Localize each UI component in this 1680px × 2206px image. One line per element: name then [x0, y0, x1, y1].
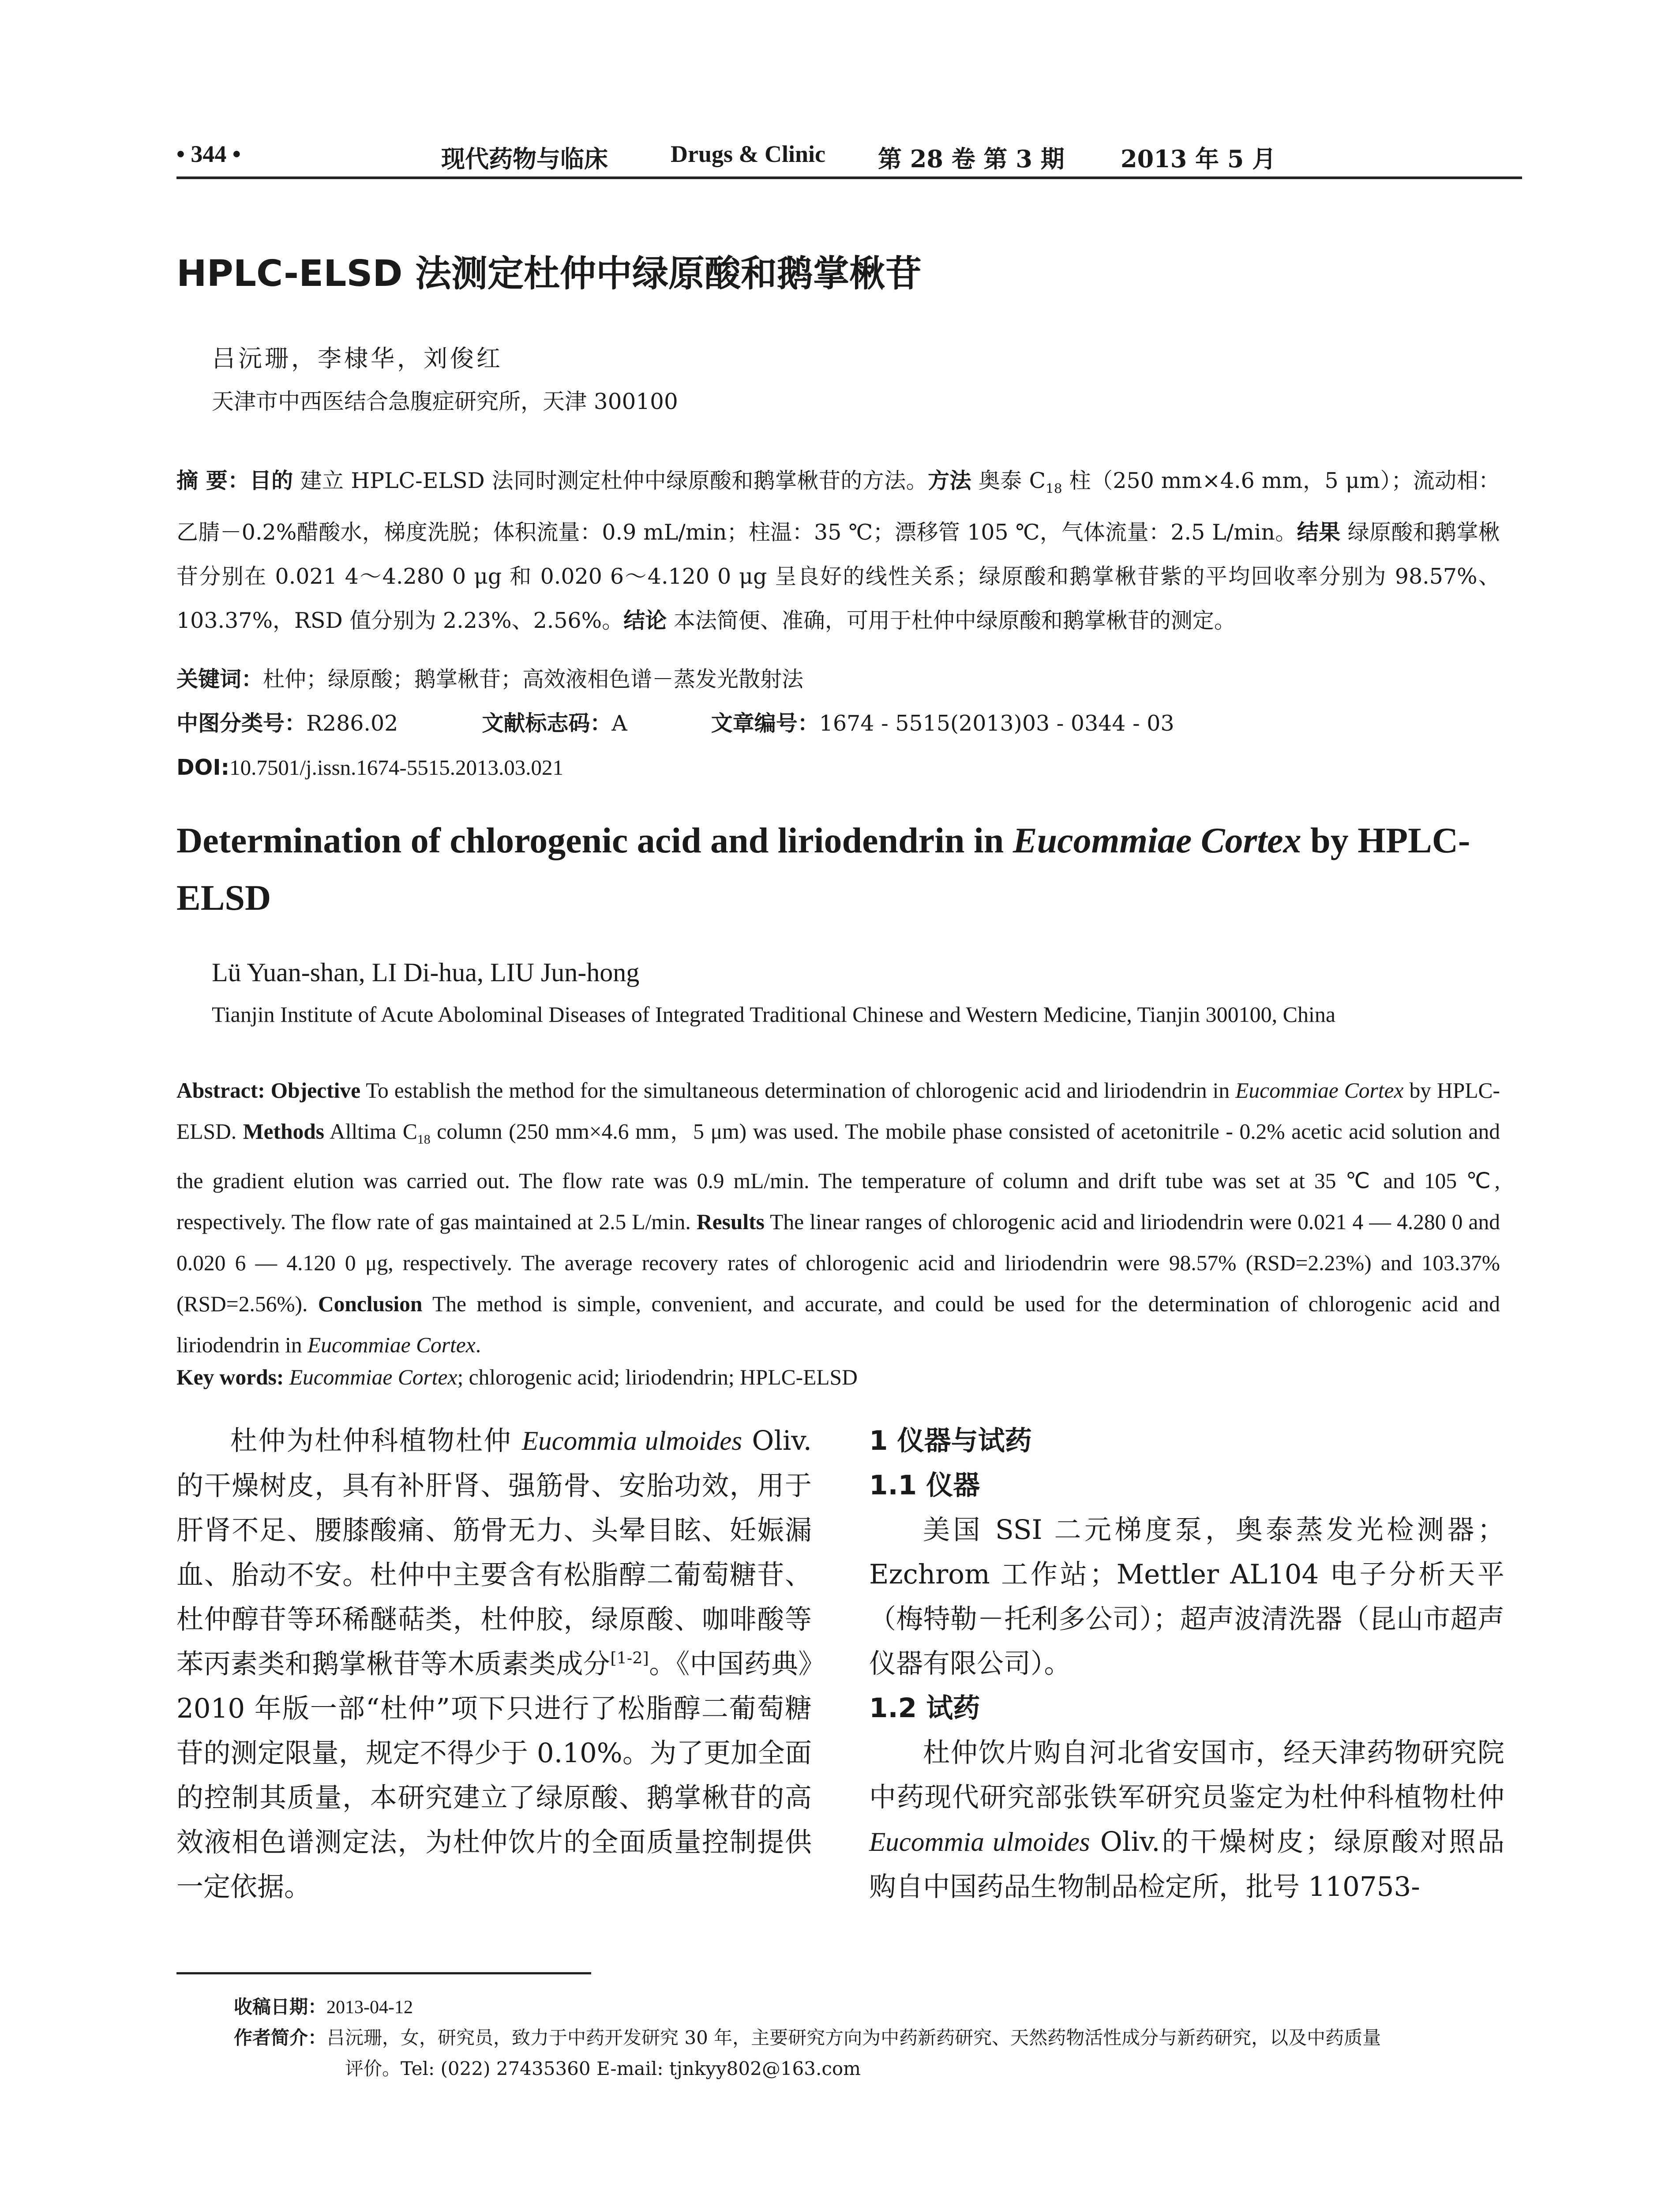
- keywords-cn-text: 杜仲；绿原酸；鹅掌楸苷；高效液相色谱－蒸发光散射法: [263, 667, 804, 692]
- reagents-paragraph: [869, 1730, 1504, 1909]
- footnote-received: [234, 1992, 413, 2022]
- journal-name-cn: 现代药物与临床: [441, 145, 608, 173]
- doc-code-label: 文献标志码：: [482, 711, 612, 736]
- body-column-right: [869, 1418, 1504, 1909]
- methods-cn-sub: 18: [1046, 480, 1062, 496]
- received-label: 收稿日期：: [234, 1996, 327, 2018]
- keywords-en-italic: Eucommiae Cortex: [289, 1365, 458, 1389]
- doi-value: 10.7501/j.issn.1674-5515.2013.03.021: [229, 755, 563, 780]
- title-en-b: by HPLC-ELSD: [176, 820, 1470, 918]
- title-en-a: Determination of chlorogenic acid and liriodendrin in: [176, 820, 1013, 860]
- objective-label-cn: 目的: [249, 468, 293, 493]
- conclusion-en-b: .: [475, 1332, 481, 1357]
- objective-cn: 建立 HPLC-ELSD 法同时测定杜仲中绿原酸和鹅掌楸苷的方法。: [293, 468, 928, 493]
- page-number: • 344 •: [176, 141, 241, 167]
- results-label-cn: 结果: [1297, 519, 1341, 545]
- keywords-cn: [176, 657, 1500, 702]
- section-heading-1: 1 仪器与试药: [869, 1425, 1032, 1456]
- intro-text-c: 。《中国药典》2010 年版一部“杜仲”项下只进行了松脂醇二葡萄糖苷的测定限量，规定不得少于 0.10%。为了更加全面的控制其质量，本研究建立了绿原酸、鹅掌楸苷的高效液相色谱测定法，为杜仲饮片的全面质量控制提供一定依据。: [176, 1648, 812, 1902]
- keywords-en-text: ; chlorogenic acid; liriodendrin; HPLC-ELSD: [457, 1365, 858, 1389]
- article-no-label: 文章编号：: [711, 711, 819, 736]
- abstract-cn: [176, 459, 1500, 643]
- methods-label-en: Methods: [243, 1119, 325, 1144]
- results-cn: 绿原酸和鹅掌楸苷分别在 0.021 4～4.280 0 μg 和 0.020 6～4.120 0 μg 呈良好的线性关系；绿原酸和鹅掌楸苷紫的平均回收率分别为 98.57%、103.37%，RSD 值分别为 2.23%、2.56%。: [176, 519, 1500, 633]
- methods-en-b: column (250 mm×4.6 mm，5 μm) was used. The mobile phase consisted of acetonitrile - 0.2% acetic acid solution and the gradient elution was carried out. The flow rate was 0.9 mL/min. The temperature of column and drift tube was set at 35 ℃ and 105 ℃, respectively. The flow rate of gas maintained at 2.5 L/min.: [176, 1119, 1500, 1234]
- methods-en-sub: 18: [417, 1132, 431, 1147]
- issue-date: 2013 年 5 月: [1121, 145, 1276, 173]
- volume-issue: 第 28 卷 第 3 期: [878, 145, 1065, 173]
- received-date: 2013-04-12: [326, 1997, 413, 2018]
- footnote-author: [234, 2023, 1504, 2053]
- title-en-italic: Eucommiae Cortex: [1012, 820, 1301, 860]
- clc-label: 中图分类号：: [176, 711, 307, 736]
- title-cn: HPLC-ELSD 法测定杜仲中绿原酸和鹅掌楸苷: [176, 253, 922, 295]
- reagents-text-a: 杜仲饮片购自河北省安国市，经天津药物研究院中药现代研究部张铁军研究员鉴定为杜仲科植物杜仲: [869, 1737, 1504, 1813]
- title-en: [176, 812, 1522, 927]
- section-heading-1-2: 1.2 试药: [869, 1692, 980, 1724]
- conclusion-cn: 本法简便、准确，可用于杜仲中绿原酸和鹅掌楸苷的测定。: [667, 608, 1236, 633]
- methods-cn-b: 柱（250 mm×4.6 mm，5 μm）；流动相：乙腈－0.2%醋酸水，梯度洗脱；体积流量：0.9 mL/min；柱温：35 ℃；漂移管 105 ℃，气体流量：2.5 L/min。: [176, 468, 1500, 545]
- intro-text-a: 杜仲为杜仲科植物杜仲: [230, 1425, 522, 1456]
- reagents-text-b: Oliv.的干燥树皮；绿原酸对照品购自中国药品生物制品检定所，批号 110753-: [869, 1826, 1504, 1902]
- citation-ref: [1-2]: [610, 1648, 649, 1668]
- authors-cn: 吕沅珊，李棣华，刘俊红: [212, 345, 503, 372]
- intro-paragraph: [176, 1418, 812, 1909]
- doc-code-value: A: [611, 711, 627, 736]
- classification-line: [176, 702, 1500, 746]
- conclusion-en-a: The method is simple, convenient, and accurate, and could be used for the determination of chlorogenic acid and liriodendrin in: [176, 1291, 1500, 1357]
- results-en: The linear ranges of chlorogenic acid and liriodendrin were 0.021 4 — 4.280 0 and 0.020 6 — 4.120 0 μg, respectively. The average recovery rates of chlorogenic acid and liriodendrin were 98.57% (RSD=2.23%) and 103.37% (RSD=2.56%).: [176, 1209, 1500, 1316]
- section-heading-1-1: 1.1 仪器: [869, 1470, 980, 1501]
- affiliation-cn: 天津市中西医结合急腹症研究所，天津 300100: [212, 389, 678, 414]
- footnote-rule: [176, 1972, 591, 1974]
- author-bio-label: 作者简介：: [234, 2027, 327, 2048]
- abstract-cn-label: 摘 要：: [176, 468, 250, 493]
- keywords-en: [176, 1357, 1500, 1398]
- intro-text-b: Oliv.的干燥树皮，具有补肝肾、强筋骨、安胎功效，用于肝肾不足、腰膝酸痛、筋骨无力、头晕目眩、妊娠漏血、胎动不安。杜仲中主要含有松脂醇二葡萄糖苷、杜仲醇苷等环稀醚萜类，杜仲胶，绿原酸、咖啡酸等苯丙素类和鹅掌楸苷等木质素类成分: [176, 1425, 812, 1680]
- objective-en-a: To establish the method for the simultaneous determination of chlorogenic acid and liriodendrin in: [360, 1078, 1236, 1103]
- article-no-value: 1674 - 5515(2013)03 - 0344 - 03: [819, 711, 1174, 736]
- journal-name-en: Drugs & Clinic: [671, 141, 825, 167]
- methods-label-cn: 方法: [928, 468, 971, 493]
- conclusion-label-en: Conclusion: [318, 1291, 423, 1316]
- intro-species-italic: Eucommia ulmoides: [521, 1426, 742, 1456]
- footnote-author-contact: 评价。Tel: (022) 27435360 E-mail: tjnkyy802@163.com: [345, 2058, 861, 2079]
- running-header: [176, 140, 1522, 171]
- affiliation-en: Tianjin Institute of Acute Abolominal Diseases of Integrated Traditional Chinese and Western Medicine, Tianjin 300100, China: [212, 1002, 1336, 1027]
- authors-en: Lü Yuan-shan, LI Di-hua, LIU Jun-hong: [212, 958, 640, 987]
- reagents-species-italic: Eucommia ulmoides: [869, 1827, 1090, 1857]
- abstract-en: [176, 1070, 1500, 1366]
- results-label-en: Results: [696, 1209, 765, 1234]
- abstract-en-label: Abstract: Objective: [176, 1078, 361, 1103]
- body-column-left: [176, 1418, 812, 1909]
- conclusion-en-italic: Eucommiae Cortex: [307, 1332, 476, 1357]
- conclusion-label-cn: 结论: [623, 608, 667, 633]
- objective-en-italic: Eucommiae Cortex: [1235, 1078, 1404, 1103]
- methods-en-a: Alltima C: [324, 1119, 417, 1144]
- keywords-en-label: Key words:: [176, 1365, 289, 1389]
- keywords-cn-label: 关键词：: [176, 667, 263, 692]
- doi-line: [176, 746, 1500, 790]
- author-bio-text: 吕沅珊，女，研究员，致力于中药开发研究 30 年，主要研究方向为中药新药研究、天然药物活性成分与新药研究，以及中药质量: [326, 2027, 1381, 2048]
- header-rule: [176, 176, 1522, 179]
- instruments-paragraph: 美国 SSI 二元梯度泵，奥泰蒸发光检测器；Ezchrom 工作站；Mettler AL104 电子分析天平（梅特勒－托利多公司）；超声波清洗器（昆山市超声仪器有限公司）。: [869, 1514, 1504, 1679]
- objective-en-b: by HPLC-ELSD.: [176, 1078, 1500, 1144]
- methods-cn-a: 奥泰 C: [971, 468, 1046, 493]
- clc-value: R286.02: [306, 711, 398, 736]
- doi-label: DOI:: [176, 755, 230, 780]
